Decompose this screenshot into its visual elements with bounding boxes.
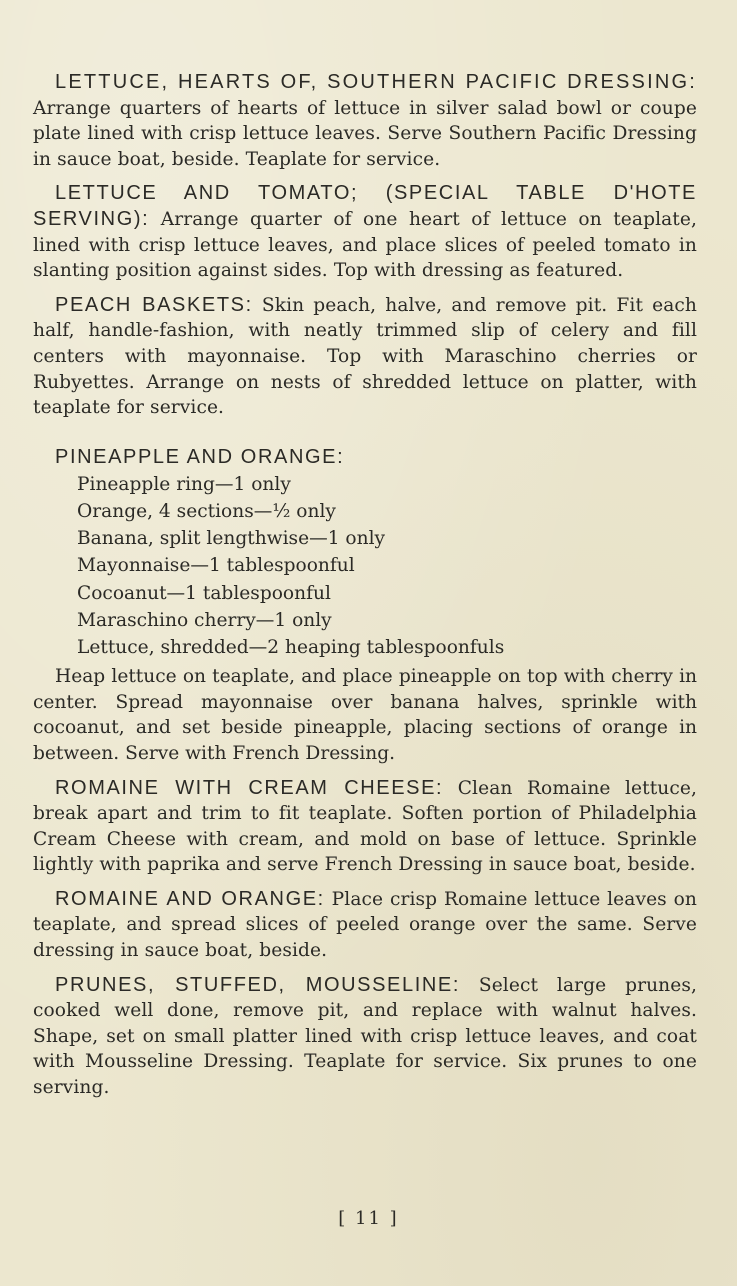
ingredient-item: Maraschino cherry—1 only [77, 609, 332, 631]
ingredient-item: Pineapple ring—1 only [77, 473, 291, 495]
recipe-body: Select large prunes, cooked well done, remove pit, and replace with walnut halves. Shape, set on small platter lined with crisp lettuce leaves, and coat with Mousseline Dressing. Teaplate for service. Six prunes to one serving. [33, 974, 697, 1099]
ingredient-item: Lettuce, shredded—2 heaping tablespoonfuls [77, 636, 505, 658]
recipe-title: LETTUCE, HEARTS OF, SOUTHERN PACIFIC DRESSING: [55, 71, 697, 93]
ingredient-list [33, 471, 697, 661]
recipe-body: Place crisp Romaine lettuce leaves on teaplate, and spread slices of peeled orange over the same. Serve dressing in sauce boat, beside. [33, 888, 698, 962]
ingredient-item: Banana, split lengthwise—1 only [77, 528, 386, 550]
recipe-lettuce-and-tomato [33, 181, 697, 283]
recipe-title: PEACH BASKETS: [55, 293, 253, 316]
recipe-title: PINEAPPLE AND ORANGE: [55, 445, 345, 468]
recipe-pineapple-and-orange [33, 443, 697, 767]
recipe-romaine-cream-cheese [33, 776, 697, 878]
ingredient-item: Orange, 4 sections—½ only [77, 500, 336, 522]
ingredient-item: Cocoanut—1 tablespoonful [77, 582, 331, 604]
recipe-body: Arrange quarters of hearts of lettuce in silver salad bowl or coupe plate lined with crisp lettuce leaves. Serve Southern Pacific Dressing in sauce boat, beside. Teaplate for service. [33, 97, 697, 170]
recipe-prunes-stuffed-mousseline [33, 973, 697, 1101]
recipe-peach-baskets [33, 293, 697, 421]
recipe-title: LETTUCE AND TOMATO; (SPECIAL TABLE D'HOTE SERVING): [33, 182, 697, 230]
recipe-title: PRUNES, STUFFED, MOUSSELINE: [55, 973, 460, 996]
recipe-title: ROMAINE WITH CREAM CHEESE: [55, 776, 444, 799]
recipe-body: Clean Romaine lettuce, break apart and trim to fit teaplate. Soften portion of Philadelphia Cream Cheese with cream, and mold on base of lettuce. Sprinkle lightly with paprika and serve French Dressing in sauce boat, beside. [33, 777, 697, 876]
recipe-title: ROMAINE AND ORANGE: [55, 887, 325, 910]
page-number: [ 11 ] [338, 1208, 399, 1229]
recipe-body: Arrange quarter of one heart of lettuce on teaplate, lined with crisp lettuce leaves, and place slices of peeled tomato in slanting position against sides. Top with dressing as featured. [33, 208, 697, 282]
recipe-directions: Heap lettuce on teaplate, and place pineapple on top with cherry in center. Spread mayonnaise over banana halves, sprinkle with cocoanut, and set beside pineapple, placing sections of orange in between. Serve with French Dressing. [33, 666, 697, 764]
recipe-lettuce-hearts-southern-pacific [33, 70, 697, 172]
recipe-romaine-and-orange [33, 887, 697, 964]
ingredient-item: Mayonnaise—1 tablespoonful [77, 555, 355, 577]
recipe-body: Skin peach, halve, and remove pit. Fit each half, handle-fashion, with neatly trimmed slip of celery and fill centers with mayonnaise. Top with Maraschino cherries or Rubyettes. Arrange on nests of shredded lettuce on platter, with teaplate for service. [33, 294, 697, 419]
